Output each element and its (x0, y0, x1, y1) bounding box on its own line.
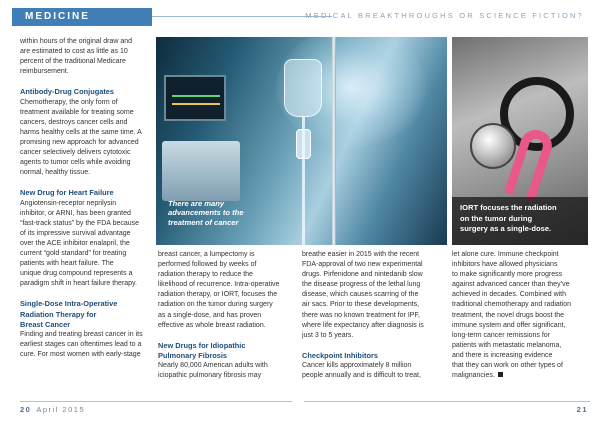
text-line: Finding and treating breast cancer in its (20, 330, 143, 338)
iv-photo-caption (168, 199, 286, 227)
text-line: and there is increasing evidence (452, 351, 553, 359)
text-line: radiation therapy, or IORT, focuses the (158, 291, 278, 299)
text-line: there was no known treatment for IPF, (302, 311, 420, 319)
text-line: breathe easier in 2015 with the recent (302, 251, 420, 258)
adc-paragraph (20, 98, 152, 179)
text-line: harms healthy cells at the same time. A (20, 128, 142, 136)
text-line: paradigm shift in heart failure therapy. (20, 280, 137, 288)
iort-paragraph (20, 330, 152, 360)
text-line: over the ACE inhibitor enalapril, the (20, 239, 130, 247)
text-line: “fast-track status” by the FDA because (20, 219, 140, 227)
paragraph-gap (20, 178, 152, 188)
caption-line: treatment of cancer (168, 217, 239, 227)
text-line: Cancer kills approximately 8 million (302, 362, 412, 370)
text-line: earliest stages can oftentimes lead to a (20, 340, 142, 348)
last-line (452, 371, 590, 381)
text-line: long-term cancer remissions for (452, 331, 551, 339)
ipf-heading-line: New Drugs for Idiopathic (158, 340, 246, 350)
text-line: to make significantly more progress (452, 271, 563, 279)
article-column-1 (20, 37, 152, 360)
text-line: agents to tumor cells while avoiding (20, 159, 131, 167)
page-number-left: 20 (20, 405, 32, 414)
article-column-3 (302, 250, 442, 381)
text-line: treatment available for treating some (20, 108, 134, 116)
text-line: breast cancer, a lumpectomy is (158, 251, 255, 258)
text-line: FDA-approval of two new experimental (302, 261, 423, 269)
paragraph-gap (158, 331, 296, 341)
text-line: let alone cure. Immune checkpoint (452, 251, 559, 258)
adc-heading: Antibody-Drug Conjugates (20, 87, 115, 97)
text-line: unique drug compound represents a (20, 270, 133, 278)
text-line: achieved in decades. Combined with (452, 291, 567, 299)
ipf-continued-paragraph (302, 250, 442, 341)
article-column-2 (158, 250, 296, 381)
text-line: reimbursement. (20, 68, 69, 76)
article-column-4 (452, 250, 590, 381)
ipf-heading-line: Pulmonary Fibrosis (158, 350, 227, 360)
stethoscope-photo-caption (460, 203, 584, 235)
text-line: cancer selectively delivers cytotoxic (20, 149, 131, 157)
text-line: inhibitors have allowed physicians (452, 261, 558, 269)
page-header (0, 0, 600, 34)
text-line: effective as whole breast radiation. (158, 321, 266, 329)
iv-tube-icon (302, 117, 305, 245)
text-line: the disease progress of the lethal lung (302, 281, 421, 289)
text-line: Nearly 80,000 American adults with (158, 362, 268, 370)
end-mark-icon (498, 372, 503, 377)
caption-line: IORT focuses the radiation (460, 203, 557, 212)
running-head: MEDICAL BREAKTHROUGHS OR SCIENCE FICTION? (305, 11, 584, 20)
section-tab (12, 8, 152, 26)
text-line: disease, which causes scarring of the (302, 291, 419, 299)
iort-heading-line: Single-Dose Intra-Operative (20, 299, 118, 309)
iv-drip-photo (156, 37, 447, 245)
text-line: cure. For most women with early-stage (20, 350, 141, 358)
iort-heading-line: Breast Cancer (20, 319, 71, 329)
text-line: percent of the traditional Medicare (20, 58, 126, 66)
text-line: radiation on the tumor during surgery (158, 301, 273, 309)
text-line: traditional chemotherapy and radiation (452, 301, 572, 309)
text-line: against advanced cancer than they’ve (452, 281, 570, 289)
page-number-right: 21 (576, 405, 588, 414)
text-line: people annually and is difficult to treat, (302, 372, 421, 380)
footer-rule-right (304, 401, 590, 402)
iort-continued-paragraph (158, 250, 296, 331)
text-line: performed followed by weeks of (158, 261, 257, 269)
text-line: Angiotensin-receptor neprilysin (20, 199, 117, 207)
intro-paragraph (20, 37, 152, 77)
heart-failure-heading: New Drug for Heart Failure (20, 188, 114, 198)
iort-heading-line: Radiation Therapy for (20, 309, 97, 319)
infusion-pump-icon (162, 141, 240, 201)
text-line: that they can work on other types of (452, 362, 563, 370)
caption-line: surgery as a single-dose. (460, 224, 552, 234)
text-line: cancers, destroys cancer cells and (20, 118, 128, 126)
text-line: promising new approach for advanced (20, 138, 139, 146)
text-line: radiation therapy to reduce the (158, 271, 253, 279)
text-line: just 3 to 5 years. (302, 331, 354, 339)
iv-pole-icon (332, 37, 336, 245)
paragraph-gap (20, 289, 152, 299)
text-line: Chemotherapy, the only form of (20, 98, 118, 106)
folio-left (20, 405, 85, 414)
caption-line: on the tumor during (460, 213, 533, 223)
text-line: treatment, the novel drugs boost the (452, 311, 565, 319)
text-line: inhibitor, or ARNI, has been granted (20, 209, 131, 217)
ipf-paragraph (158, 361, 296, 381)
footer-rule-left (20, 401, 292, 402)
text-line: within hours of the original draw and (20, 38, 133, 45)
text-line: where life expectancy after diagnosis is (302, 321, 424, 329)
checkpoint-heading: Checkpoint Inhibitors (302, 350, 378, 360)
text-line: likelihood of recurrence. Intra-operative (158, 281, 280, 289)
text-line: patients with metastatic melanoma, (452, 341, 562, 349)
text-line: normal, healthy tissue. (20, 169, 91, 177)
stethoscope-chestpiece-icon (470, 123, 516, 169)
text-line: patients with heart failure. The (20, 260, 114, 268)
caption-line: advancements to the (168, 208, 244, 218)
text-line: drugs. Pirfenidone and nintedanib slow (302, 271, 423, 279)
paragraph-gap (302, 341, 442, 351)
paragraph-gap (20, 77, 152, 87)
text-line: of its impressive survival advantage (20, 229, 131, 237)
iv-bag-icon (284, 59, 322, 117)
caption-line: There are many (168, 199, 225, 208)
stethoscope-photo (452, 37, 588, 245)
text-line: malignancies. (452, 372, 495, 380)
checkpoint-paragraph (302, 361, 442, 381)
heart-failure-paragraph (20, 199, 152, 290)
text-line: iciopathic pulmonary fibrosis may (158, 372, 262, 380)
patient-monitor-icon (164, 75, 226, 121)
issue-date: April 2015 (36, 405, 86, 414)
text-line: current “gold standard” for treating (20, 249, 127, 257)
checkpoint-continued-paragraph (452, 250, 590, 381)
text-line: as a single-dose, and has proven (158, 311, 262, 319)
section-label: MEDICINE (25, 11, 90, 22)
text-line: air sacs. Prior to these developments, (302, 301, 420, 309)
text-line: are estimated to cost as little as 10 (20, 48, 128, 56)
text-line: immune system and offer significant, (452, 321, 566, 329)
